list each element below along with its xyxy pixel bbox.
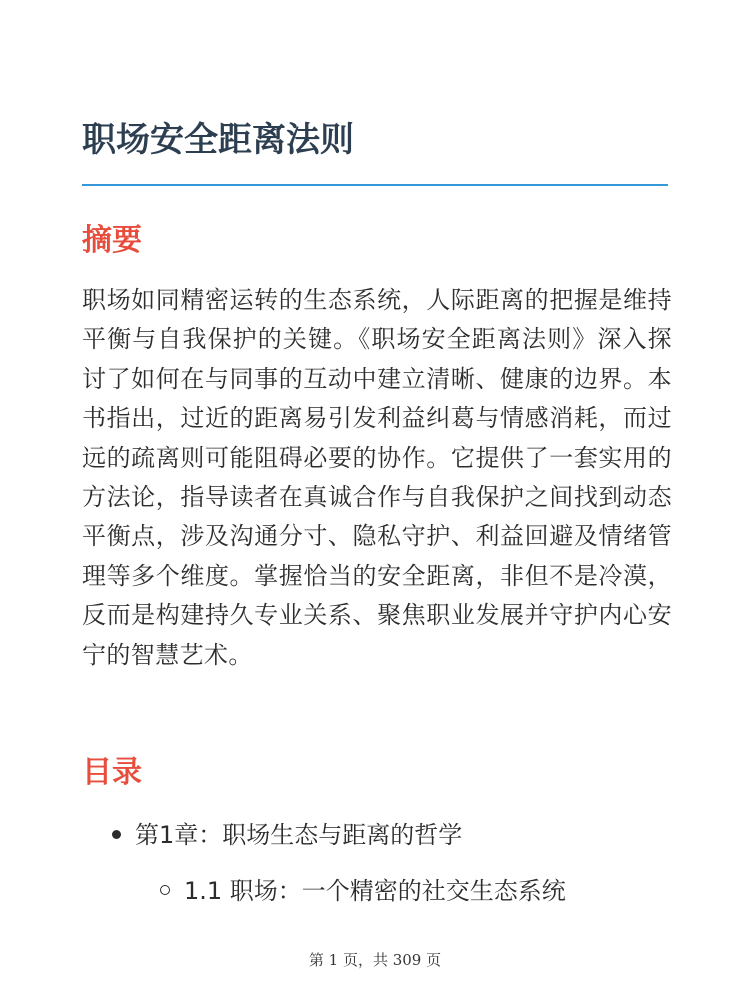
toc-item-label: 第1章：职场生态与距离的哲学 (135, 821, 463, 849)
title-divider (82, 184, 668, 186)
toc-item-chapter-1[interactable] (112, 815, 462, 855)
toc-item-label: 1.1 职场：一个精密的社交生态系统 (184, 877, 566, 905)
document-title: 职场安全距离法则 (82, 120, 354, 160)
abstract-heading: 摘要 (82, 223, 142, 258)
toc-heading: 目录 (82, 755, 142, 790)
abstract-paragraph: 职场如同精密运转的生态系统，人际距离的把握是维持平衡与自我保护的关键。《职场安全距离法则》深入探讨了如何在与同事的互动中建立清晰、健康的边界。本书指出，过近的距离易引发利益纠葛与情感消耗，而过远的疏离则可能阻碍必要的协作。它提供了一套实用的方法论，指导读者在真诚合作与自我保护之间找到动态平衡点，涉及沟通分寸、隐私守护、利益回避及情绪管理等多个维度。掌握恰当的安全距离，非但不是冷漠，反而是构建持久专业关系、聚焦职业发展并守护内心安宁的智慧艺术。 (82, 286, 672, 669)
bullet-disc-icon (112, 830, 121, 839)
toc-item-section-1-1[interactable] (160, 871, 566, 911)
bullet-circle-icon (160, 885, 170, 895)
page-number-footer: 第 1 页，共 309 页 (308, 951, 442, 969)
